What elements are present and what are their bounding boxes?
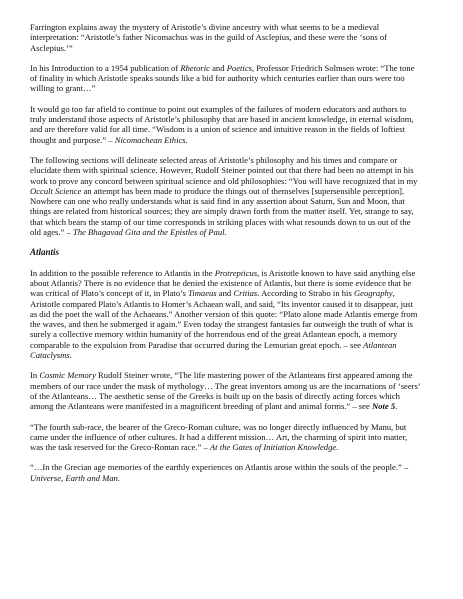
text-run: In his Introduction to a 1954 publication of <box>30 62 181 73</box>
paragraph <box>30 63 421 94</box>
text-run: . <box>395 401 398 412</box>
paragraph <box>30 155 421 237</box>
paragraph <box>30 104 421 145</box>
italic-text-run: The Bhagavad Gita and the Epistles of Paul. <box>72 227 227 238</box>
text-run: In addition to the possible reference to Atlantis in the <box>30 267 215 278</box>
text-run: The following sections will delineate selected areas of Aristotle’s philosophy and his times and compare or elucidate them with spiritual science. However, Rudolf Steiner pointed out that there had been no attempt in his work to prove any concord between spiritual science and old philosophies: “You will have recognized that in my <box>30 154 418 186</box>
text-run: Rudolf Steiner wrote, “The life mastering power of the Atlanteans first appeared among the members of our race under the mask of mythology… The great inventors among us are the incarnations of ‘seers’ of the Atlanteans… The aesthetic sense of the Greeks is built up on the basis of directly acting forces which among the Atlanteans were manifested in a magnificent breeding of plant and animal forms.” – see <box>30 370 421 412</box>
text-run: “The fourth sub-race, the bearer of the Greco-Roman culture, was no longer directly influenced by Manu, but came under the influence of other cultures. It had a different mission… Art, the charming of spirit into matter, was the task reserved for the Greco-Roman race.” – <box>30 421 408 453</box>
italic-text-run: Protrepticus <box>214 267 258 278</box>
italic-text-run: Atlantean Cataclysms <box>30 339 397 361</box>
body-text-top <box>30 22 421 237</box>
body-text-bottom <box>30 268 421 483</box>
text-run: . According to Strabo in his <box>257 288 354 299</box>
text-run: Note 5 <box>371 401 396 412</box>
paragraph <box>30 22 421 53</box>
italic-text-run: Universe, Earth and Man. <box>30 472 120 483</box>
text-run: It would go too far afield to continue to point out examples of the failures of modern educators and authors to truly understand those aspects of Aristotle’s philosophy that are based in ancient knowledge, in eternal wisdom, and are therefore valid for all time. “Wisdom is a union of science and intuitive reason in the fields of loftiest thought and purpose.” – <box>30 103 414 145</box>
text-run: and <box>216 288 234 299</box>
section-heading: Atlantis <box>30 247 60 258</box>
paragraph <box>30 370 421 411</box>
text-run: and <box>209 62 227 73</box>
italic-text-run: Nicomachean Ethics. <box>114 134 188 145</box>
paragraph <box>30 268 421 361</box>
text-run: , is Aristotle known to have said anything else about Atlantis? There is no evidence that he denied the existence of Atlantis, but there is some evidence that he was critical of Plato’s concept of it, in Plato’s <box>30 267 416 299</box>
italic-text-run: Occult Science <box>30 185 82 196</box>
text-run: In <box>30 370 40 381</box>
text-run: , Professor Friedrich Solmsen wrote: “The tone of finality in which Aristotle speaks sounds like a bid for authority which centuries earlier than ours were too willing to grant…” <box>30 62 415 94</box>
italic-text-run: Timaeus <box>188 288 217 299</box>
text-run: . <box>69 350 72 361</box>
text-run: an attempt has been made to produce the things out of themselves [supersensible perception]. Nowhere can one who really understands what is said find in any assertion about Saturn, Sun and Moon, that things are related from historical sources; they are simply drawn forth from the matter itself. Yet, strange to say, that which bears the stamp of our time corresponds in striking places with what resounds down to us out of the old ages.” – <box>30 185 414 238</box>
paragraph <box>30 422 421 453</box>
italic-text-run <box>371 401 398 412</box>
text-run: , Aristotle compared Plato’s Atlantis to Homer’s Achaean wall, and said, “Its inventor caused it to disappear, just as did the poet the wall of the Achaeans.” Another version of this quote: “Plato alone made Atlantis emerge from the waves, and then he submerged it again.” Even today the strangest fantasies far outweigh the truth of what is surely a collective memory within humanity of the horrendous end of the great Atlantean epoch, a memory comparable to the expulsion from Paradise that occurred during the Lemurian great epoch. – see <box>30 288 418 350</box>
italic-text-run: Cosmic Memory <box>39 370 96 381</box>
text-run: “…In the Grecian age memories of the earthly experiences on Atlantis arose within the souls of the people.” – <box>30 462 409 473</box>
italic-text-run: Geography <box>353 288 393 299</box>
text-run: Farrington explains away the mystery of Aristotle’s divine ancestry with what seems to be a medieval interpretation: “Aristotle’s father Nicomachus was in the guild of Asclepius, and these were the ‘sons of Asclepius.’” <box>30 22 388 53</box>
italic-text-run: Rhetoric <box>180 62 210 73</box>
italic-text-run: At the Gates of Initiation Knowledge. <box>209 442 339 453</box>
italic-text-run: Poetics <box>226 62 252 73</box>
paragraph <box>30 462 421 483</box>
italic-text-run: Critias <box>233 288 258 299</box>
